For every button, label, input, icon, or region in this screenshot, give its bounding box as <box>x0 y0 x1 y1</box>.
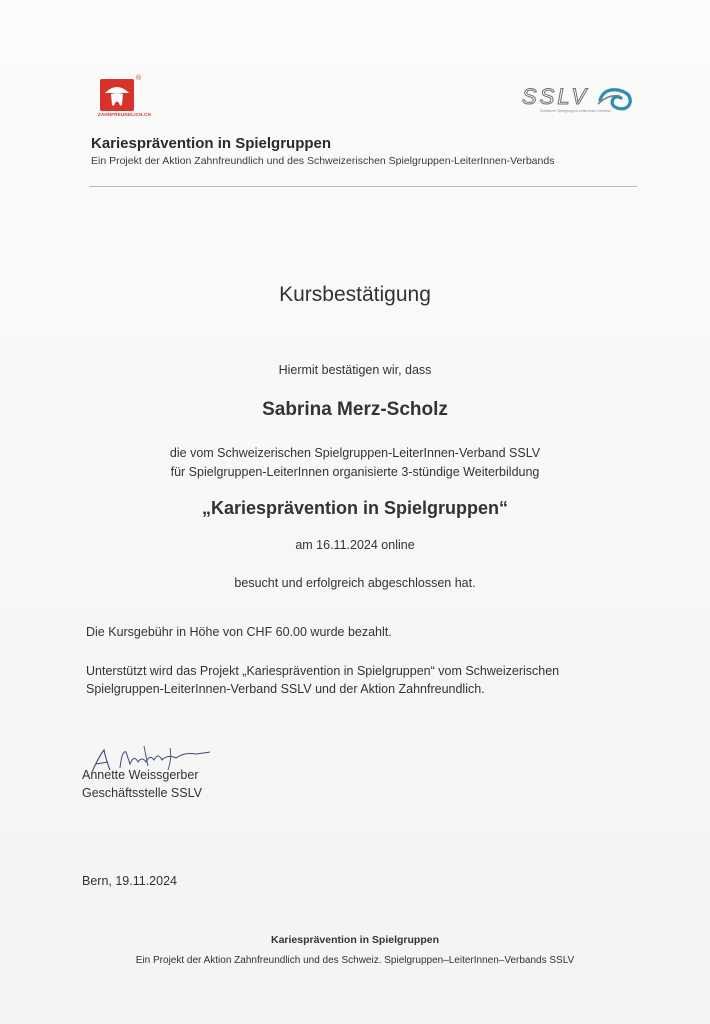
course-title: „Kariesprävention in Spielgruppen“ <box>201 498 509 518</box>
footer-title: Kariesprävention in Spielgruppen <box>270 934 440 946</box>
footer-subtitle: Ein Projekt der Aktion Zahnfreundlich und des Schweiz. Spielgruppen–LeiterInnen–Verbands SSLV <box>135 955 575 966</box>
signer-name: Annette Weissgerber <box>82 768 199 782</box>
zahnfreundlich-logo <box>98 75 151 119</box>
registered-mark: ® <box>136 75 142 82</box>
sslv-wordmark: SSLV <box>522 84 590 109</box>
description-line-1: die vom Schweizerischen Spielgruppen-LeiterInnen-Verband SSLV <box>169 446 541 460</box>
course-date: am 16.11.2024 online <box>295 538 415 552</box>
description-line-2: für Spielgruppen-LeiterInnen organisierte 3-stündige Weiterbildung <box>170 465 540 479</box>
header-divider <box>89 186 637 187</box>
umbrella-tooth-icon <box>100 79 134 111</box>
participant-name: Sabrina Merz-Scholz <box>262 399 448 420</box>
fee-statement: Die Kursgebühr in Höhe von CHF 60.00 wurde bezahlt. <box>86 625 392 639</box>
confirmation-line: Hiermit bestätigen wir, dass <box>278 363 432 377</box>
signer-office: Geschäftsstelle SSLV <box>82 786 202 800</box>
completion-line: besucht und erfolgreich abgeschlossen hat. <box>234 576 476 590</box>
place-and-date: Bern, 19.11.2024 <box>82 874 177 888</box>
header-subtitle: Ein Projekt der Aktion Zahnfreundlich und des Schweizerischen Spielgruppen-LeiterInnen-Verbands <box>91 155 555 167</box>
document-title: Kursbestätigung <box>279 283 431 306</box>
support-line-2: Spielgruppen-LeiterInnen-Verband SSLV und der Aktion Zahnfreundlich. <box>86 682 485 696</box>
sslv-logo <box>520 82 636 122</box>
sslv-tagline: Schweizer Spielgruppen-LeiterInnen-Verband <box>540 109 611 113</box>
logo-caption: ZAHNFREUNDLICH.CH <box>98 112 151 117</box>
support-line-1: Unterstützt wird das Projekt „Kariesprävention in Spielgruppen“ vom Schweizerischen <box>86 664 560 678</box>
header-title: Kariesprävention in Spielgruppen <box>91 135 332 152</box>
